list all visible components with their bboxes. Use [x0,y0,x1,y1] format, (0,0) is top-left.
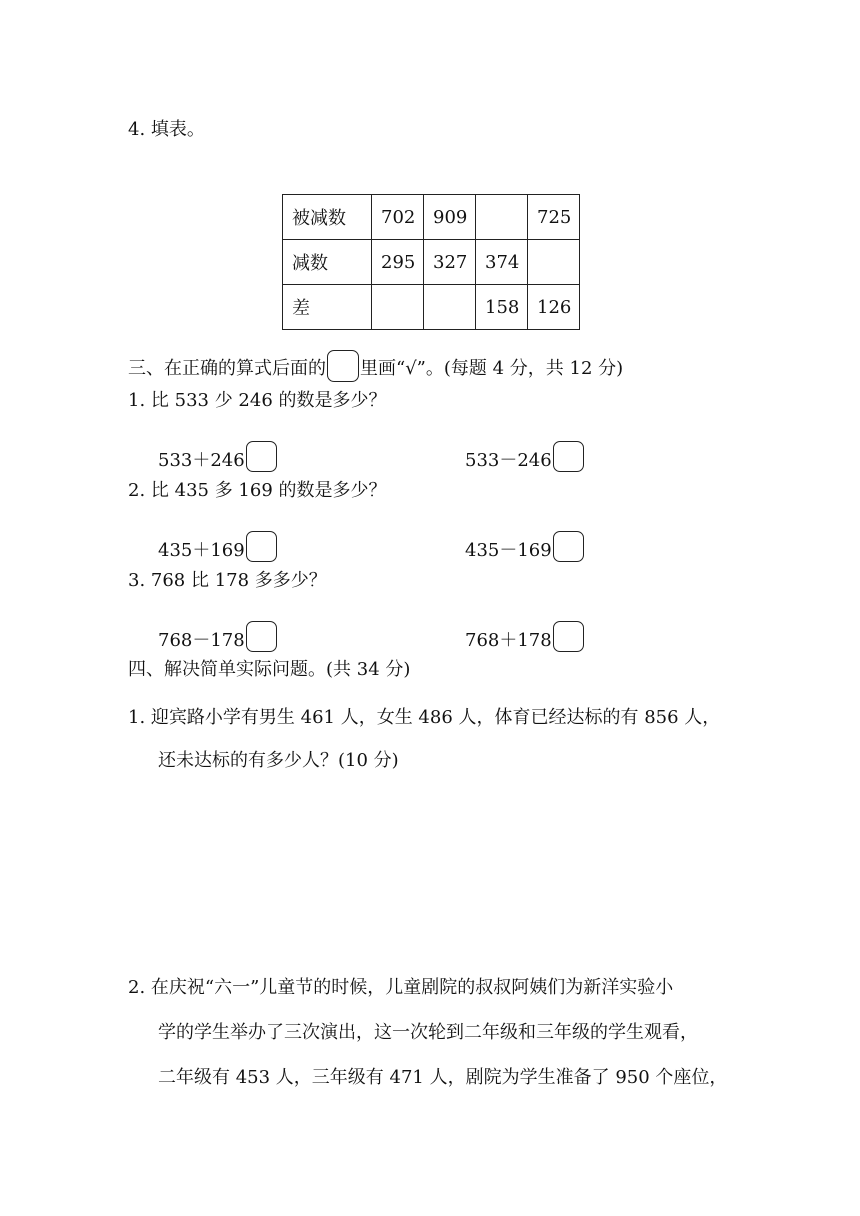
problem-4-1-line-1: 1. 迎宾路小学有男生 461 人，女生 486 人，体育已经达标的有 856 人， [128,707,721,728]
table-cell[interactable] [424,285,476,330]
problem-4-2-line-3: 二年级有 453 人，三年级有 471 人，剧院为学生准备了 950 个座位， [158,1067,728,1088]
option-expression: 768－178 [158,630,245,651]
option-expression: 533＋246 [158,450,245,471]
option-3-2-b [465,531,584,563]
table-cell: 374 [476,240,528,285]
option-expression: 533－246 [465,450,552,471]
section-3-heading-start: 三、在正确的算式后面的 [128,358,326,379]
option-3-2-a [158,531,277,563]
section-3-heading-end: 里画“√”。(每题 4 分，共 12 分) [360,358,624,379]
option-expression: 435＋169 [158,540,245,561]
section-4-heading: 四、解决简单实际问题。(共 34 分) [128,659,411,680]
answer-checkbox[interactable] [246,441,277,472]
table-cell: 126 [528,285,580,330]
question-3-1: 1. 比 533 少 246 的数是多少？ [128,390,387,411]
table-cell[interactable] [528,240,580,285]
row-label: 差 [283,285,372,330]
option-expression: 435－169 [465,540,552,561]
option-3-1-b [465,441,584,473]
answer-box-sample [327,350,359,382]
table-cell[interactable] [476,195,528,240]
answer-checkbox[interactable] [553,441,584,472]
table-cell: 909 [424,195,476,240]
answer-checkbox[interactable] [246,621,277,652]
problem-4-2-line-2: 学的学生举办了三次演出，这一次轮到二年级和三年级的学生观看， [158,1022,698,1043]
table-cell: 725 [528,195,580,240]
fill-in-table [282,194,580,330]
option-3-1-a [158,441,277,473]
option-3-3-a [158,621,277,653]
option-expression: 768＋178 [465,630,552,651]
question-3-2: 2. 比 435 多 169 的数是多少？ [128,480,387,501]
table-cell: 327 [424,240,476,285]
row-label: 被减数 [283,195,372,240]
table-row [283,285,580,330]
table-cell: 702 [372,195,424,240]
row-label: 减数 [283,240,372,285]
table-cell: 295 [372,240,424,285]
answer-checkbox[interactable] [553,621,584,652]
table-cell: 158 [476,285,528,330]
answer-checkbox[interactable] [553,531,584,562]
problem-4-1-line-2: 还未达标的有多少人？(10 分) [158,750,399,771]
answer-checkbox[interactable] [246,531,277,562]
section-3-heading [128,350,623,382]
table-row [283,240,580,285]
table-row [283,195,580,240]
option-3-3-b [465,621,584,653]
question-3-3: 3. 768 比 178 多多少？ [128,570,327,591]
table-cell[interactable] [372,285,424,330]
problem-4-2-line-1: 2. 在庆祝“六一”儿童节的时候，儿童剧院的叔叔阿姨们为新洋实验小 [128,977,674,998]
question-4-heading: 4. 填表。 [128,119,205,140]
